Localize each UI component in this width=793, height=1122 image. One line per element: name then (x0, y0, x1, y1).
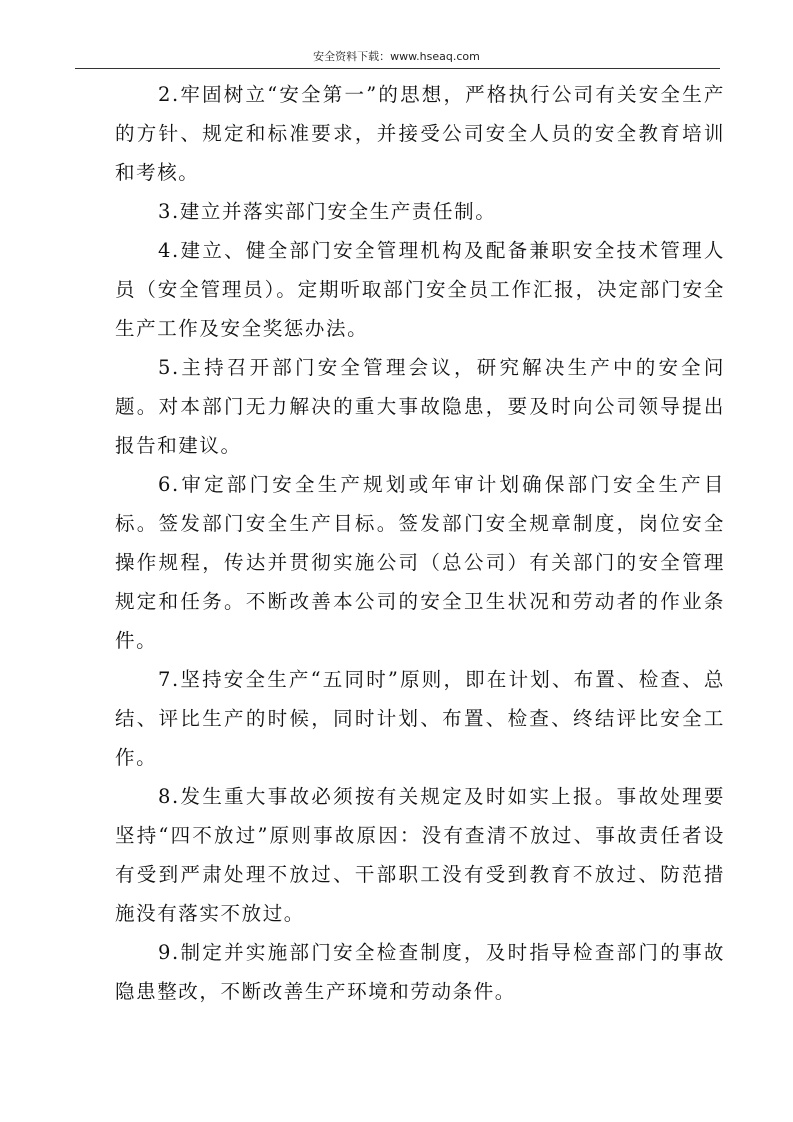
paragraph-item-6: 6.审定部门安全生产规划或年审计划确保部门安全生产目标。签发部门安全生产目标。签发部门安全规章制度，岗位安全操作规程，传达并贯彻实施公司（总公司）有关部门的安全管理规定和任务。不断改善本公司的安全卫生状况和劳动者的作业条件。 (115, 473, 725, 652)
paragraph-item-9: 9.制定并实施部门安全检查制度，及时指导检查部门的事故隐患整改，不断改善生产环境和劳动条件。 (115, 941, 725, 1003)
paragraph-item-5: 5.主持召开部门安全管理会议，研究解决生产中的安全问题。对本部门无力解决的重大事故隐患，要及时向公司领导提出报告和建议。 (115, 356, 725, 457)
paragraph-item-3: 3.建立并落实部门安全生产责任制。 (158, 200, 497, 223)
header-divider (75, 68, 720, 69)
paragraph-item-8: 8.发生重大事故必须按有关规定及时如实上报。事故处理要坚持“四不放过”原则事故原因：没有查清不放过、事故责任者设有受到严肃处理不放过、干部职工没有受到教育不放过、防范措施没有落实不放过。 (115, 785, 725, 925)
document-body (115, 75, 725, 1011)
page-header (0, 0, 793, 70)
paragraph-item-7: 7.坚持安全生产“五同时”原则，即在计划、布置、检查、总结、评比生产的时候，同时计划、布置、检查、终结评比安全工作。 (115, 668, 725, 769)
header-text: 安全资料下载：www.hseaq.com (313, 50, 480, 63)
paragraph-item-4: 4.建立、健全部门安全管理机构及配备兼职安全技术管理人员（安全管理员）。定期听取部门安全员工作汇报，决定部门安全生产工作及安全奖惩办法。 (115, 239, 725, 340)
paragraph-item-2: 2.牢固树立“安全第一”的思想，严格执行公司有关安全生产的方针、规定和标准要求，并接受公司安全人员的安全教育培训和考核。 (115, 83, 725, 184)
